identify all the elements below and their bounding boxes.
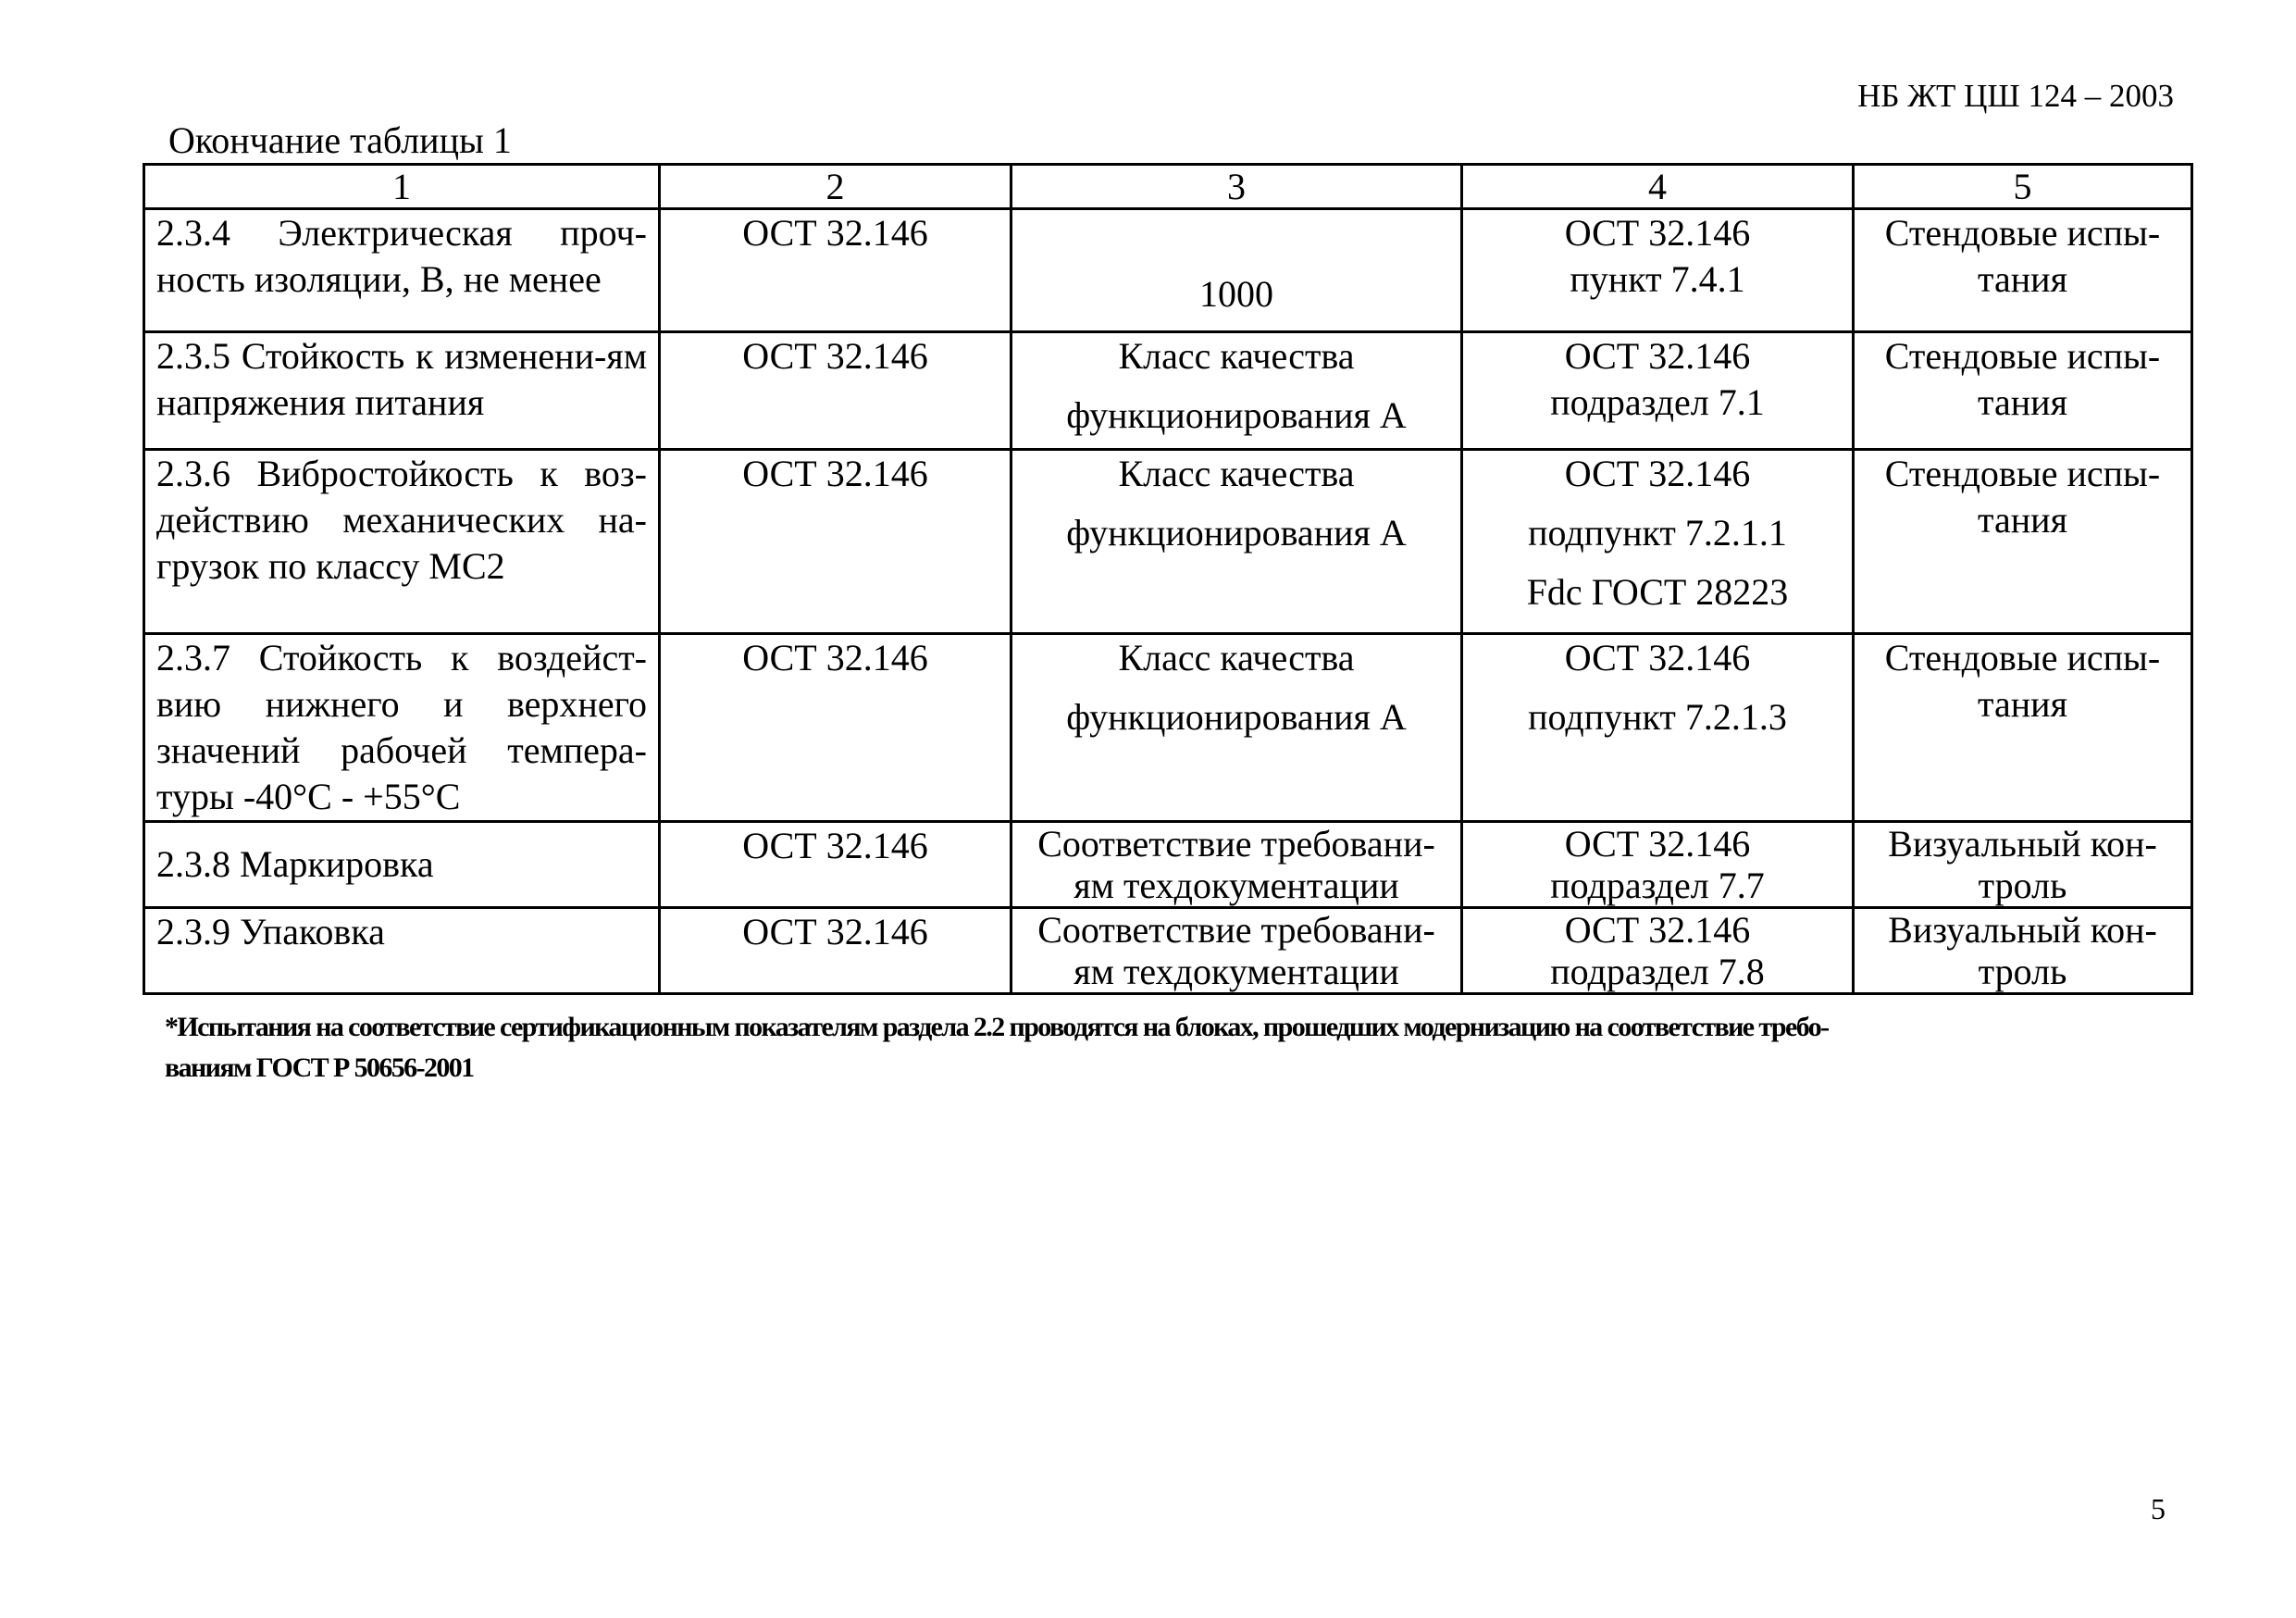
column-header: 4 xyxy=(1462,165,1854,209)
parameter-cell: 2.3.7 Стойкость к воздейст-вию нижнего и верхнего значений рабочей темпера-туры -40°С - +55°С xyxy=(144,634,660,822)
footnote-line: ваниям ГОСТ Р 50656-2001 xyxy=(165,1052,474,1083)
test-method-cell: ОСТ 32.146 подпункт 7.2.1.3 xyxy=(1462,634,1854,822)
table-row xyxy=(144,332,2192,450)
test-type-cell: Визуальный кон- троль xyxy=(1854,822,2192,908)
test-method-cell: ОСТ 32.146 подпункт 7.2.1.1 Fdc ГОСТ 28223 xyxy=(1462,450,1854,634)
table-row xyxy=(144,822,2192,908)
parameter-cell: 2.3.8 Маркировка xyxy=(144,822,660,908)
test-type-cell: Стендовые испы- тания xyxy=(1854,634,2192,822)
normative-doc-cell: ОСТ 32.146 xyxy=(660,332,1011,450)
test-method-cell: ОСТ 32.146 подраздел 7.1 xyxy=(1462,332,1854,450)
requirements-table xyxy=(143,163,2193,995)
column-header: 5 xyxy=(1854,165,2192,209)
footnote-line: *Испытания на соответствие сертификационным показателям раздела 2.2 проводятся на блоках, прошедших модернизацию на соответствие требо- xyxy=(165,1012,1829,1042)
test-method-cell: ОСТ 32.146 пункт 7.4.1 xyxy=(1462,209,1854,332)
normative-doc-cell: ОСТ 32.146 xyxy=(660,908,1011,994)
column-header: 2 xyxy=(660,165,1011,209)
norm-value-cell: 1000 xyxy=(1011,209,1462,332)
column-header: 3 xyxy=(1011,165,1462,209)
parameter-cell: 2.3.6 Вибростойкость к воз-действию механических на-грузок по классу МС2 xyxy=(144,450,660,634)
table-caption: Окончание таблицы 1 xyxy=(168,119,512,161)
norm-value-cell: Соответствие требовани- ям техдокументации xyxy=(1011,822,1462,908)
header-row xyxy=(144,165,2192,209)
table-row xyxy=(144,634,2192,822)
test-method-cell: ОСТ 32.146 подраздел 7.8 xyxy=(1462,908,1854,994)
norm-value-cell: Класс качества функционирования А xyxy=(1011,450,1462,634)
normative-doc-cell: ОСТ 32.146 xyxy=(660,634,1011,822)
parameter-cell: 2.3.9 Упаковка xyxy=(144,908,660,994)
norm-value-cell: Соответствие требовани- ям техдокументации xyxy=(1011,908,1462,994)
norm-value-cell: Класс качества функционирования А xyxy=(1011,332,1462,450)
normative-doc-cell: ОСТ 32.146 xyxy=(660,822,1011,908)
test-method-cell: ОСТ 32.146 подраздел 7.7 xyxy=(1462,822,1854,908)
test-type-cell: Визуальный кон- троль xyxy=(1854,908,2192,994)
test-type-cell: Стендовые испы- тания xyxy=(1854,450,2192,634)
normative-doc-cell: ОСТ 32.146 xyxy=(660,209,1011,332)
parameter-cell: 2.3.5 Стойкость к изменени-ям напряжения питания xyxy=(144,332,660,450)
table-row xyxy=(144,209,2192,332)
test-type-cell: Стендовые испы- тания xyxy=(1854,332,2192,450)
column-header: 1 xyxy=(144,165,660,209)
normative-doc-cell: ОСТ 32.146 xyxy=(660,450,1011,634)
document-code: НБ ЖТ ЦШ 124 – 2003 xyxy=(1857,78,2174,114)
norm-value-cell: Класс качества функционирования А xyxy=(1011,634,1462,822)
page-number: 5 xyxy=(2151,1492,2166,1525)
table-row xyxy=(144,450,2192,634)
parameter-cell: 2.3.4 Электрическая проч-ность изоляции, В, не менее xyxy=(144,209,660,332)
table-row xyxy=(144,908,2192,994)
test-type-cell: Стендовые испы- тания xyxy=(1854,209,2192,332)
table-footnote xyxy=(165,1007,2154,1089)
